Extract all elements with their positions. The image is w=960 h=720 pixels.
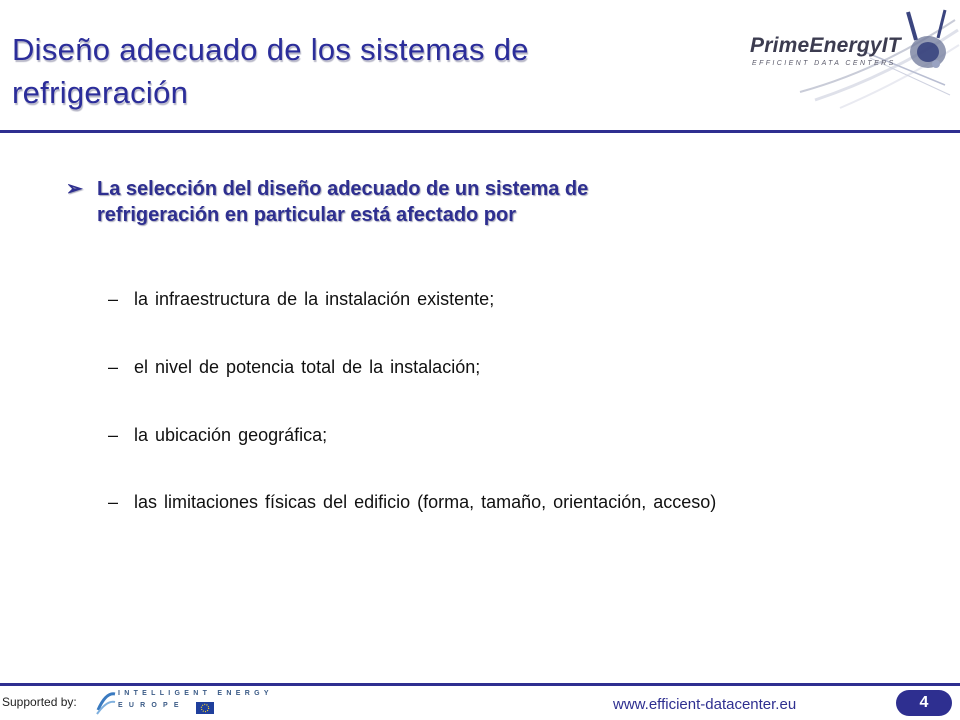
website-url: www.efficient-datacenter.eu [613,696,797,713]
eu-flag-icon [196,702,214,714]
sub-item-text: el nivel de potencia total de la instalación; [134,357,481,377]
supported-by-label: Supported by: [2,695,77,709]
page-number-badge: 4 [896,690,952,716]
sub-item-text: la infraestructura de la instalación existente; [134,289,495,309]
main-bullet-line-1: La selección del diseño adecuado de un sistema de [97,178,589,200]
sub-item-text: la ubicación geográfica; [134,425,328,445]
slide-title [12,28,712,114]
arrow-bullet-icon: ➢ [66,178,83,200]
iee-text-line-1: INTELLIGENT ENERGY [118,690,273,697]
slide-title-line-2: refrigeración [12,75,189,110]
footer-divider [0,683,960,686]
logo-name: PrimeEnergyIT [750,34,901,57]
header-divider [0,130,960,133]
main-bullet-text [97,176,857,228]
dash-bullet: – [108,289,119,309]
dash-bullet: – [108,425,119,445]
iee-swoosh-icon [96,690,116,716]
sub-item-text: las limitaciones físicas del edificio (forma, tamaño, orientación, acceso) [134,492,717,512]
iee-text-line-2: EUROPE [118,702,185,709]
main-bullet-line-2: refrigeración en particular está afectado por [97,204,517,226]
dash-bullet: – [108,492,119,512]
primeenergyit-logo [740,0,960,110]
logo-tagline: EFFICIENT DATA CENTERS [752,60,896,67]
dash-bullet: – [108,357,119,377]
slide-title-line-1: Diseño adecuado de los sistemas de [12,32,529,67]
intelligent-energy-europe-logo [96,690,276,716]
